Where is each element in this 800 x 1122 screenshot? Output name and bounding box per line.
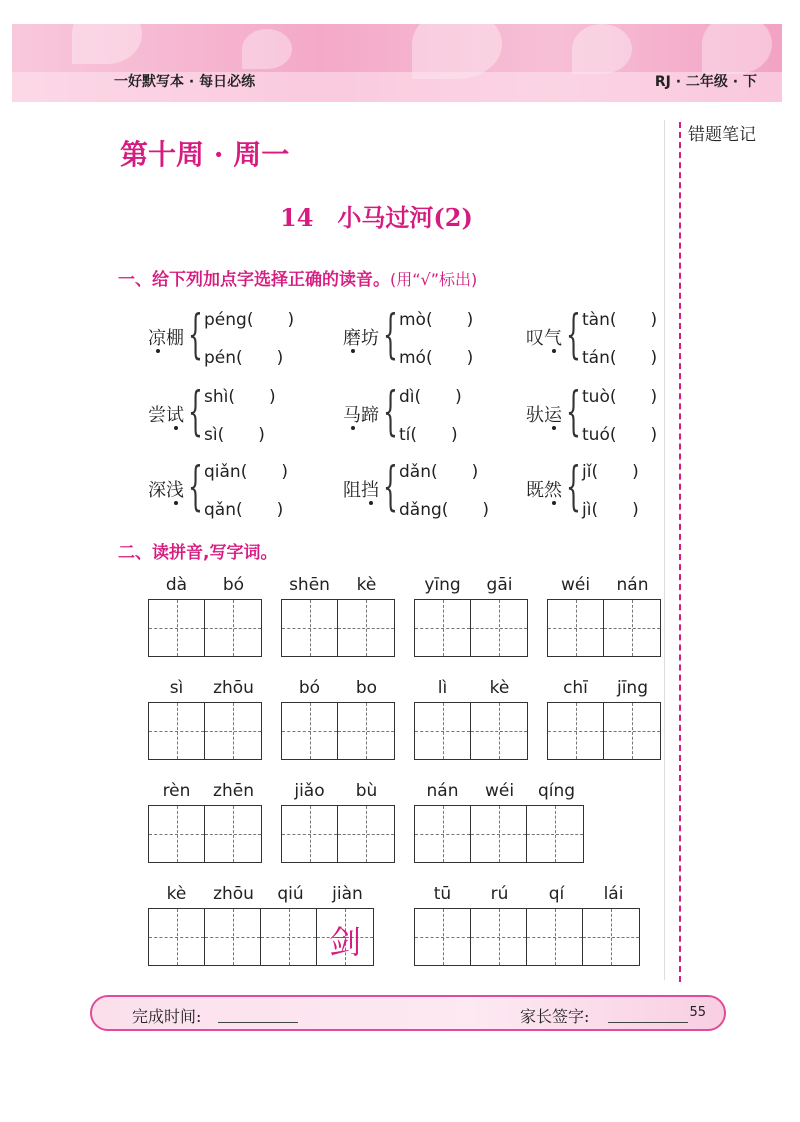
brace-glyph: { [188, 305, 203, 365]
emphasis-dot [552, 501, 556, 505]
pinyin-label: nán [616, 575, 649, 595]
pinyin-option[interactable]: tuó( ) [582, 425, 658, 445]
section-1-title: 一、给下列加点字选择正确的读音。 [118, 270, 390, 290]
grade-label: RJ · 二年级 · 下 [654, 74, 757, 90]
pinyin-option[interactable]: dǎng( ) [399, 500, 490, 520]
writing-cell[interactable] [527, 909, 583, 965]
pronunciation-item [148, 305, 298, 367]
pinyin-label: jiàn [332, 884, 363, 904]
emphasis-dot [552, 426, 556, 430]
writing-grid [281, 599, 395, 657]
writing-cell[interactable] [583, 909, 639, 965]
brace-glyph: { [188, 382, 203, 442]
pronunciation-item [343, 382, 493, 444]
brace-glyph: { [383, 457, 398, 517]
target-word: 深浅 [148, 480, 184, 501]
writing-cell[interactable] [205, 909, 261, 965]
pinyin-label: rèn [162, 781, 191, 801]
writing-cell[interactable] [527, 806, 583, 862]
writing-cell[interactable] [338, 600, 394, 656]
writing-grid [414, 805, 584, 863]
pinyin-label: lái [603, 884, 624, 904]
pinyin-label: wéi [484, 781, 515, 801]
lesson-title: 14 小马过河(2) [280, 203, 473, 232]
writing-cell[interactable] [548, 600, 604, 656]
writing-cell[interactable] [149, 806, 205, 862]
pinyin-label: bó [222, 575, 245, 595]
pinyin-option[interactable]: qiǎn( ) [204, 462, 288, 482]
notes-divider [679, 122, 681, 982]
pronunciation-item [148, 457, 298, 519]
writing-cell[interactable] [205, 703, 261, 759]
writing-grid [148, 599, 262, 657]
pronunciation-item [526, 457, 676, 519]
pronunciation-item [343, 305, 493, 367]
pinyin-label: kè [356, 575, 377, 595]
section-2-title: 二、读拼音,写字词。 [118, 543, 278, 563]
writing-grid [148, 805, 262, 863]
writing-cell[interactable] [415, 703, 471, 759]
writing-grid [414, 599, 528, 657]
target-word: 磨坊 [343, 328, 379, 349]
writing-cell[interactable] [471, 600, 527, 656]
pinyin-option[interactable]: tàn( ) [582, 310, 658, 330]
target-word: 阻挡 [343, 480, 379, 501]
pinyin-label: zhōu [213, 884, 254, 904]
brace-glyph: { [566, 457, 581, 517]
writing-cell[interactable] [604, 600, 660, 656]
brace-glyph: { [188, 457, 203, 517]
writing-grid [281, 702, 395, 760]
target-word: 凉棚 [148, 328, 184, 349]
parent-sign-label: 家长签字: [520, 1007, 590, 1026]
writing-grid [414, 908, 640, 966]
pinyin-label: qiú [277, 884, 304, 904]
writing-grid [148, 702, 262, 760]
brace-glyph: { [566, 305, 581, 365]
pinyin-option[interactable]: tuò( ) [582, 387, 658, 407]
pinyin-option[interactable]: sì( ) [204, 425, 265, 445]
petal-decoration [572, 24, 632, 74]
target-word: 尝试 [148, 405, 184, 426]
emphasis-dot [351, 349, 355, 353]
pinyin-label: dà [165, 575, 188, 595]
pinyin-option[interactable]: mò( ) [399, 310, 474, 330]
pinyin-option[interactable]: pén( ) [204, 348, 284, 368]
writing-cell[interactable] [149, 703, 205, 759]
written-character: 剑 [328, 923, 361, 961]
pinyin-option[interactable]: tí( ) [399, 425, 458, 445]
pinyin-label: tū [433, 884, 452, 904]
page-divider [664, 120, 665, 980]
writing-cell[interactable] [338, 806, 394, 862]
pinyin-label: gāi [486, 575, 513, 595]
writing-grid [547, 599, 661, 657]
writing-cell[interactable] [317, 909, 373, 965]
pinyin-option[interactable]: dǎn( ) [399, 462, 479, 482]
section-1-heading [118, 265, 477, 290]
emphasis-dot [174, 501, 178, 505]
footer-bar [90, 995, 726, 1031]
pinyin-label: kè [489, 678, 510, 698]
week-title: 第十周 · 周一 [120, 138, 290, 171]
writing-cell[interactable] [282, 600, 338, 656]
target-word: 叹气 [526, 328, 562, 349]
brace-glyph: { [383, 305, 398, 365]
writing-cell[interactable] [205, 600, 261, 656]
pinyin-label: zhēn [213, 781, 254, 801]
pinyin-label: jīng [616, 678, 648, 698]
brace-glyph: { [383, 382, 398, 442]
writing-grid [281, 805, 395, 863]
writing-cell[interactable] [282, 806, 338, 862]
writing-grid [148, 908, 374, 966]
petal-decoration [412, 24, 502, 79]
pronunciation-item [343, 457, 493, 519]
writing-cell[interactable] [338, 703, 394, 759]
pinyin-option[interactable]: jǐ( ) [582, 462, 639, 482]
pinyin-label: qí [548, 884, 565, 904]
writing-grid [414, 702, 528, 760]
pinyin-option[interactable]: dì( ) [399, 387, 462, 407]
completion-time-field[interactable] [218, 1022, 298, 1023]
completion-time-label: 完成时间: [132, 1007, 202, 1026]
pinyin-label: nán [426, 781, 459, 801]
petal-decoration [702, 24, 772, 74]
writing-cell[interactable] [149, 600, 205, 656]
pinyin-label: shēn [289, 575, 330, 595]
pinyin-option[interactable]: qǎn( ) [204, 500, 284, 520]
pinyin-label: yīng [424, 575, 461, 595]
emphasis-dot [156, 349, 160, 353]
writing-cell[interactable] [471, 909, 527, 965]
writing-cell[interactable] [282, 703, 338, 759]
pronunciation-item [526, 382, 676, 444]
pronunciation-item [148, 382, 298, 444]
target-word: 驮运 [526, 405, 562, 426]
writing-cell[interactable] [548, 703, 604, 759]
pinyin-label: qíng [537, 781, 576, 801]
pinyin-label: zhōu [213, 678, 254, 698]
writing-cell[interactable] [149, 909, 205, 965]
section-1-note: (用“√”标出) [390, 270, 478, 289]
pinyin-option[interactable]: mó( ) [399, 348, 474, 368]
pinyin-label: bo [355, 678, 378, 698]
pinyin-label: wéi [560, 575, 591, 595]
emphasis-dot [351, 426, 355, 430]
emphasis-dot [174, 426, 178, 430]
writing-cell[interactable] [471, 806, 527, 862]
writing-cell[interactable] [604, 703, 660, 759]
writing-grid [547, 702, 661, 760]
writing-cell[interactable] [415, 600, 471, 656]
pinyin-label: sì [169, 678, 184, 698]
pronunciation-item [526, 305, 676, 367]
pinyin-label: bó [298, 678, 321, 698]
pinyin-label: lì [437, 678, 448, 698]
petal-decoration [72, 24, 142, 64]
target-word: 马蹄 [343, 405, 379, 426]
writing-cell[interactable] [415, 909, 471, 965]
writing-cell[interactable] [415, 806, 471, 862]
writing-cell[interactable] [261, 909, 317, 965]
book-title: 一好默写本 · 每日必练 [114, 74, 256, 90]
emphasis-dot [369, 501, 373, 505]
pinyin-label: kè [166, 884, 187, 904]
pinyin-label: chī [563, 678, 588, 698]
pinyin-option[interactable]: tán( ) [582, 348, 658, 368]
writing-cell[interactable] [205, 806, 261, 862]
pinyin-option[interactable]: jì( ) [582, 500, 639, 520]
petal-decoration [242, 29, 292, 69]
target-word: 既然 [526, 480, 562, 501]
pinyin-label: bù [355, 781, 378, 801]
parent-sign-field[interactable] [608, 1022, 688, 1023]
pinyin-label: jiǎo [294, 781, 325, 801]
brace-glyph: { [566, 382, 581, 442]
emphasis-dot [552, 349, 556, 353]
writing-cell[interactable] [471, 703, 527, 759]
page-number: 55 [689, 1005, 706, 1020]
pinyin-option[interactable]: shì( ) [204, 387, 276, 407]
section-2-heading [118, 538, 277, 563]
pinyin-option[interactable]: péng( ) [204, 310, 295, 330]
notes-label: 错题笔记 [688, 125, 756, 145]
header-banner [12, 24, 782, 102]
pinyin-label: rú [490, 884, 509, 904]
